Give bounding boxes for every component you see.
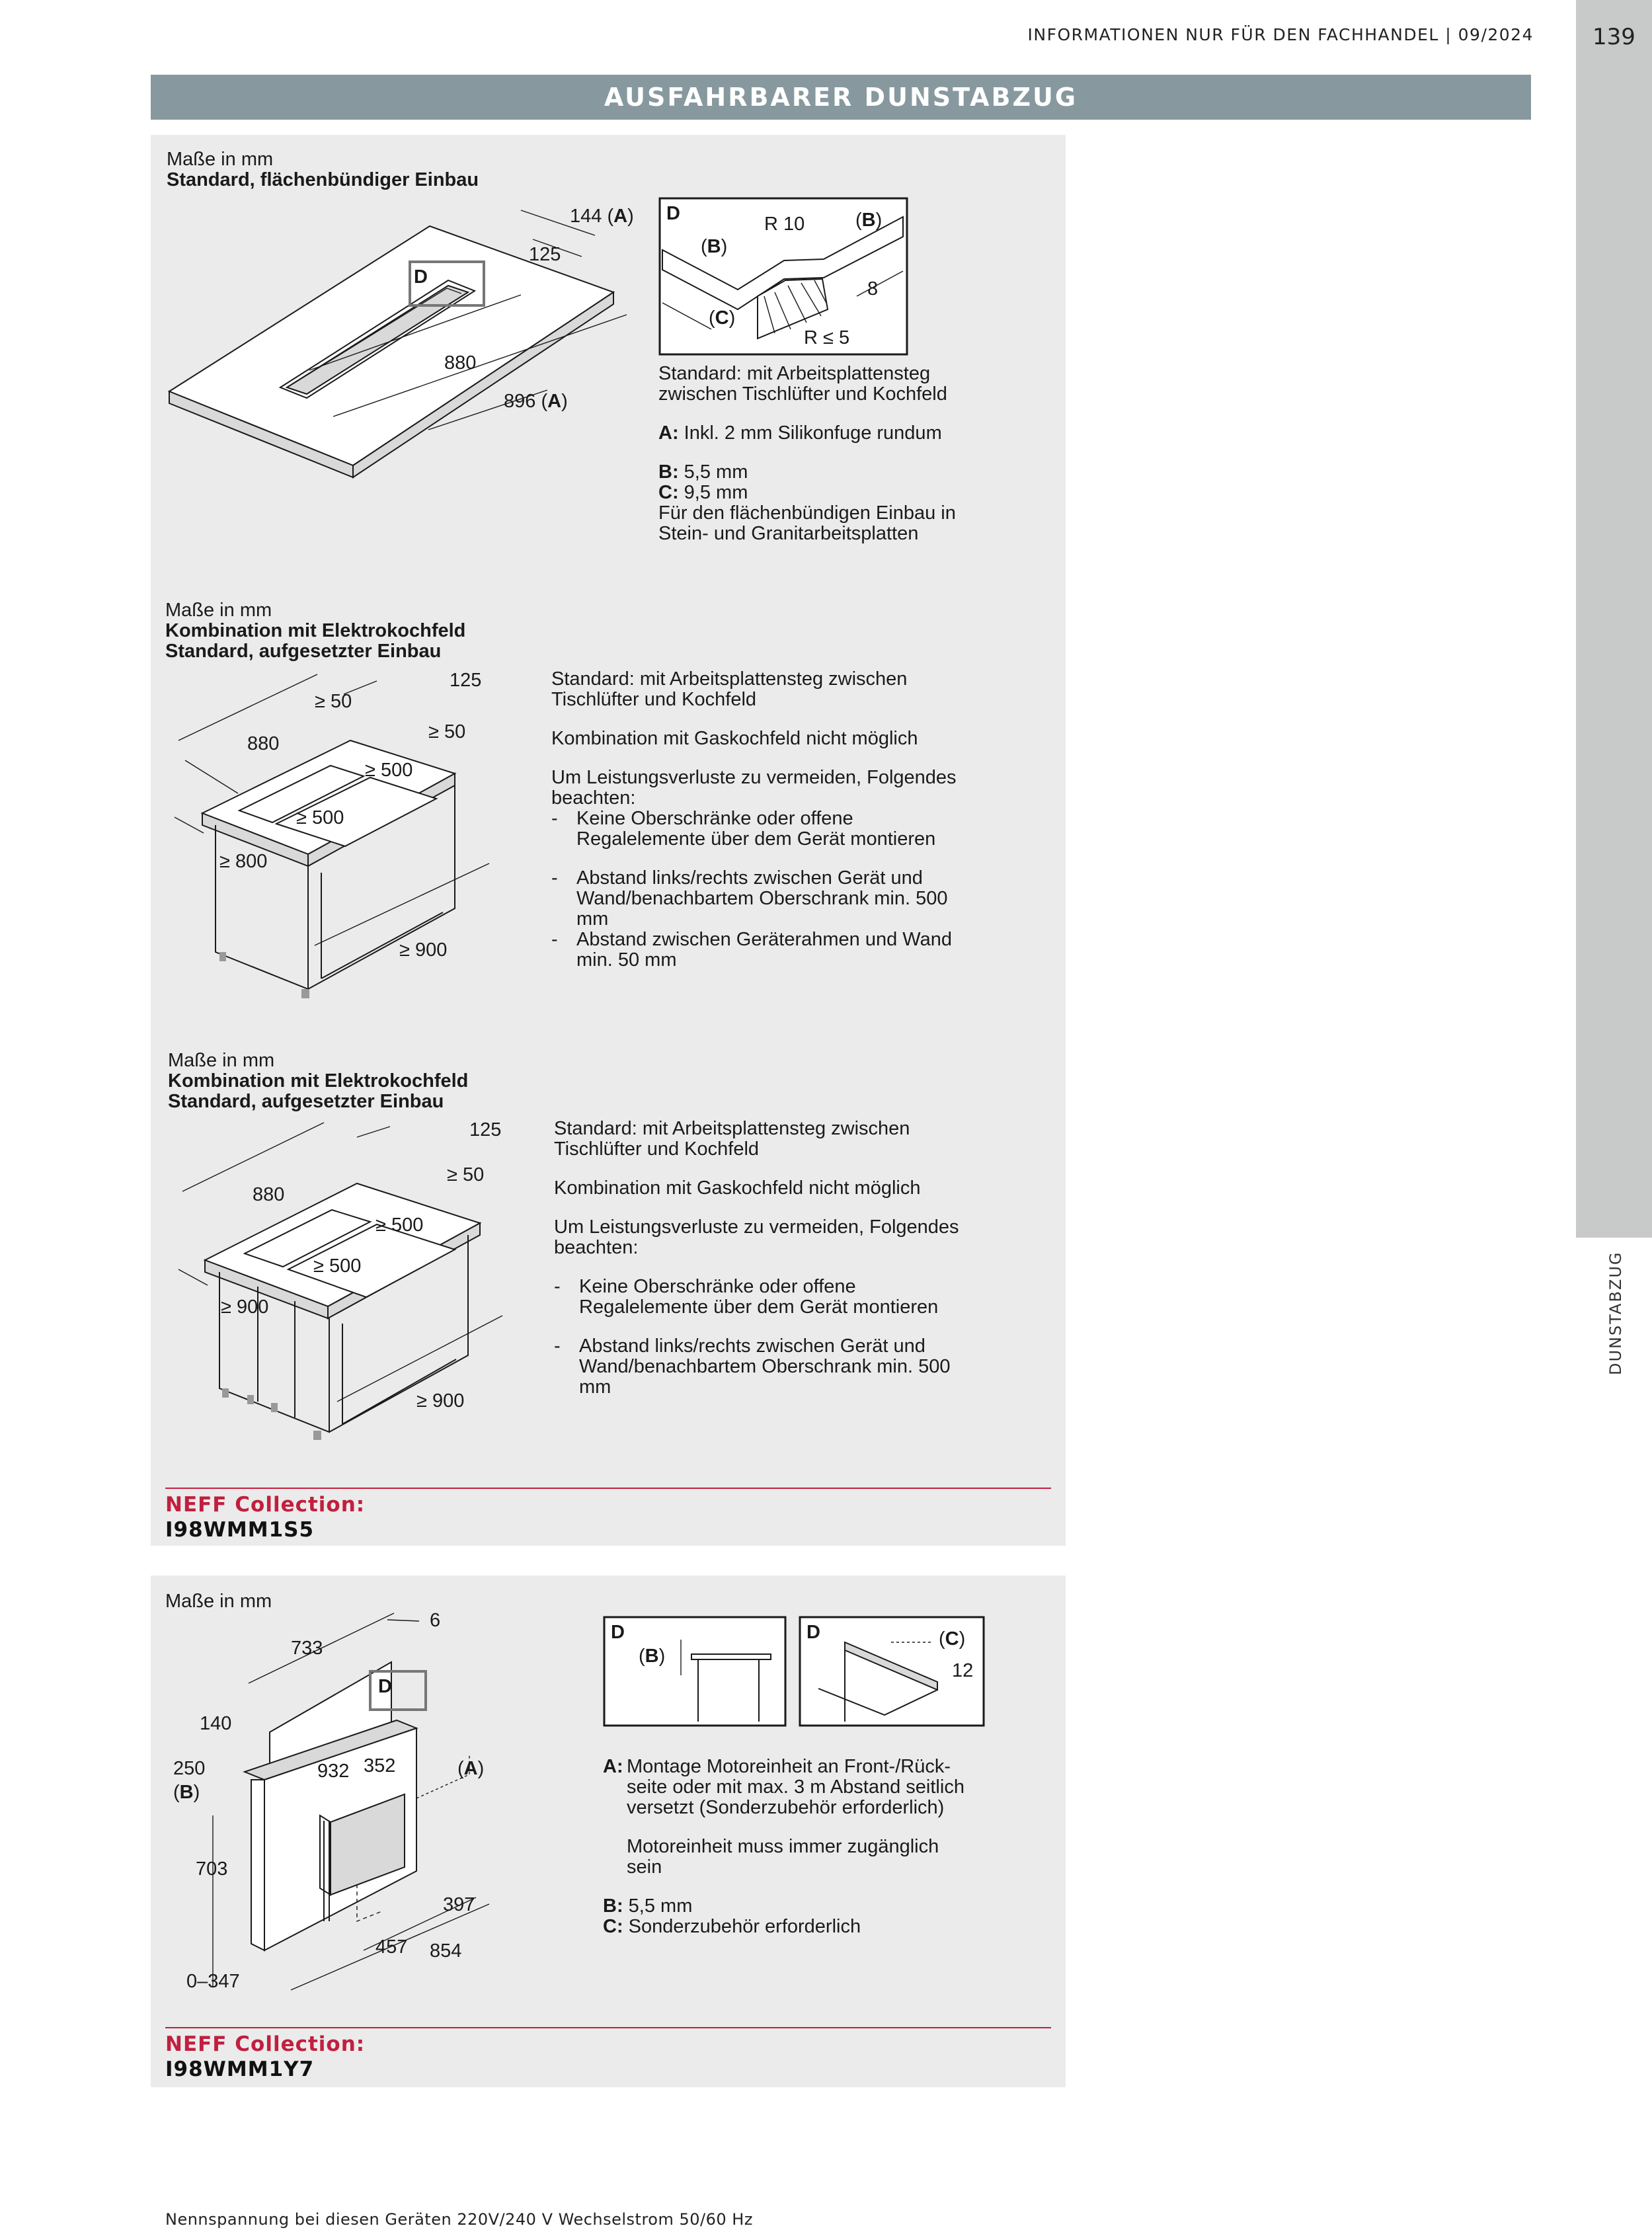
foot-1 bbox=[222, 1388, 229, 1398]
dim-125-line bbox=[357, 1127, 390, 1137]
s4-dim-733: 733 bbox=[291, 1638, 323, 1659]
s3-dim-880: 880 bbox=[253, 1184, 285, 1205]
s2-p1l1: Standard: mit Arbeitsplattensteg zwischen bbox=[551, 668, 908, 690]
dim-ext bbox=[185, 760, 238, 793]
s2-dim-ge50a: ≥ 50 bbox=[315, 691, 352, 712]
foot-4 bbox=[313, 1431, 321, 1440]
page-title: AUSFAHRBARER DUNSTABZUG bbox=[151, 75, 1531, 120]
section1-note-line1: Standard: mit Arbeitsplattensteg bbox=[658, 363, 931, 384]
collection1-rule bbox=[165, 1488, 1051, 1489]
side-tab-label-wrap bbox=[1598, 1230, 1633, 1375]
detail-label-b-left: (B) bbox=[701, 236, 728, 257]
collection1-model: I98WMM1S5 bbox=[165, 1518, 315, 1542]
s2-p3l1: Um Leistungsverluste zu vermeiden, Folgendes bbox=[551, 767, 957, 788]
detail-d-unit-1 bbox=[603, 1616, 788, 1728]
foot-2 bbox=[247, 1395, 254, 1404]
s2-dim-125: 125 bbox=[450, 670, 482, 691]
s4-dim-932: 932 bbox=[317, 1761, 350, 1782]
s2-dim-ge800: ≥ 800 bbox=[219, 851, 268, 872]
cabinet-foot-1 bbox=[219, 952, 226, 961]
section4-notes bbox=[603, 1757, 964, 1937]
s3-dim-ge50: ≥ 50 bbox=[447, 1164, 485, 1185]
detail1-cover bbox=[691, 1654, 771, 1659]
dim-900-line bbox=[315, 863, 489, 945]
page-number: 139 bbox=[1593, 24, 1635, 50]
s4-dim-a: (A) bbox=[457, 1758, 485, 1779]
section3-caption-units: Maße in mm bbox=[168, 1050, 275, 1071]
drawing-downdraft-unit bbox=[159, 1607, 529, 1997]
dim-896-key: A bbox=[547, 391, 562, 412]
detail2-label-12: 12 bbox=[952, 1660, 974, 1681]
s2-dim-ge500b: ≥ 500 bbox=[296, 807, 344, 828]
s3-dim-125: 125 bbox=[469, 1119, 502, 1140]
s4-note-c: C: Sonderzubehör erforderlich bbox=[603, 1916, 861, 1937]
detail1-frame bbox=[604, 1617, 785, 1726]
s2-dim-ge50b: ≥ 50 bbox=[428, 721, 466, 742]
s4-dim-6: 6 bbox=[430, 1610, 441, 1631]
detail-label-r5: R ≤ 5 bbox=[804, 327, 850, 348]
dim-900a-line bbox=[178, 1269, 208, 1285]
dim-800-line bbox=[175, 817, 204, 833]
dim-144-value: 144 ( bbox=[570, 206, 614, 227]
detail-label-b-right: (B) bbox=[855, 210, 883, 231]
section1-note-line5: Für den flächenbündigen Einbau in bbox=[658, 502, 956, 524]
s4-note-b: B: 5,5 mm bbox=[603, 1895, 693, 1917]
section1-note-line6: Stein- und Granitarbeitsplatten bbox=[658, 523, 919, 544]
dim-6-line bbox=[387, 1620, 419, 1621]
detail1-label-d: D bbox=[611, 1622, 625, 1643]
section1-note-c: C: 9,5 mm bbox=[658, 482, 748, 503]
section4-caption-units: Maße in mm bbox=[165, 1591, 272, 1612]
s4-dim-352: 352 bbox=[364, 1755, 396, 1776]
s4-dim-140: 140 bbox=[200, 1713, 232, 1734]
header-info: INFORMATIONEN NUR FÜR DEN FACHHANDEL | 09/2024 bbox=[1027, 25, 1534, 44]
dim-896-label bbox=[504, 391, 568, 412]
s2-p2: Kombination mit Gaskochfeld nicht möglich bbox=[551, 728, 918, 749]
detail-label-d: D bbox=[666, 203, 680, 224]
dim-144-close: ) bbox=[627, 206, 634, 227]
s3-dim-ge900b: ≥ 900 bbox=[416, 1390, 465, 1412]
detail-d-flush bbox=[658, 197, 910, 357]
s4-dim-854: 854 bbox=[430, 1940, 462, 1962]
dim-896-value: 896 ( bbox=[504, 391, 548, 412]
drawing-combination-800 bbox=[159, 668, 529, 998]
section2-caption-units: Maße in mm bbox=[165, 600, 272, 621]
s4-dim-703: 703 bbox=[196, 1858, 228, 1880]
s2-dim-880: 880 bbox=[247, 733, 280, 754]
detail2-label-d: D bbox=[806, 1622, 820, 1643]
section3-notes bbox=[554, 1119, 959, 1398]
section3-caption-title: Kombination mit Elektrokochfeld bbox=[168, 1070, 469, 1092]
drawing-combination-900 bbox=[159, 1117, 529, 1448]
s4-note-motor: Motoreinheit muss immer zugänglich sein bbox=[627, 1836, 939, 1878]
collection1-label: NEFF Collection: bbox=[165, 1493, 366, 1517]
s3-p2: Kombination mit Gaskochfeld nicht möglich bbox=[554, 1177, 921, 1199]
section1-notes bbox=[658, 364, 956, 544]
s2-dim-ge500a: ≥ 500 bbox=[365, 760, 413, 781]
dim-880-line bbox=[182, 1123, 324, 1191]
dim-144-label bbox=[570, 206, 634, 227]
section2-caption-title: Kombination mit Elektrokochfeld bbox=[165, 620, 466, 641]
detail-label-r10: R 10 bbox=[764, 214, 805, 235]
section1-note-line2: zwischen Tischlüfter und Kochfeld bbox=[658, 383, 947, 405]
detail-d-unit-2 bbox=[799, 1616, 986, 1728]
s4-dim-397: 397 bbox=[443, 1894, 475, 1915]
s4-dim-250: 250 bbox=[173, 1758, 206, 1779]
s4-box-d: D bbox=[378, 1676, 392, 1697]
s3-p3l1: Um Leistungsverluste zu vermeiden, Folgendes bbox=[554, 1216, 959, 1238]
section1-caption-units: Maße in mm bbox=[167, 149, 274, 170]
s2-p1l2: Tischlüfter und Kochfeld bbox=[551, 689, 757, 710]
section3-caption-sub: Standard, aufgesetzter Einbau bbox=[168, 1091, 444, 1112]
detail-marker-label: D bbox=[414, 266, 428, 288]
s2-dim-ge900: ≥ 900 bbox=[399, 939, 448, 961]
footer-note: Nennspannung bei diesen Geräten 220V/240 V Wechselstrom 50/60 Hz bbox=[165, 2210, 753, 2229]
section1-note-b: B: 5,5 mm bbox=[658, 461, 748, 483]
collection2-rule bbox=[165, 2027, 1051, 2028]
dim-125-label: 125 bbox=[529, 244, 561, 265]
collection2-model: I98WMM1Y7 bbox=[165, 2057, 315, 2081]
s3-dim-ge500b: ≥ 500 bbox=[313, 1255, 362, 1277]
dim-900b-line bbox=[337, 1316, 502, 1402]
s3-dim-ge500a: ≥ 500 bbox=[375, 1215, 424, 1236]
section1-note-a: A: Inkl. 2 mm Silikonfuge rundum bbox=[658, 422, 942, 444]
dim-144-key: A bbox=[613, 206, 628, 227]
s3-bullet1: - Keine Oberschränke oder offene Regalelemente über dem Gerät montieren bbox=[554, 1276, 939, 1318]
s3-p3l2: beachten: bbox=[554, 1237, 639, 1258]
detail2-label-c: (C) bbox=[939, 1628, 966, 1650]
foot-3 bbox=[271, 1403, 278, 1412]
s2-p3l2: beachten: bbox=[551, 787, 636, 809]
s2-bullet1: - Keine Oberschränke oder offene Regalelemente über dem Gerät montieren bbox=[551, 808, 936, 850]
section2-notes bbox=[551, 669, 957, 971]
dim-896-close: ) bbox=[561, 391, 568, 412]
side-tab-label: DUNSTABZUG bbox=[1606, 1251, 1625, 1375]
cabinet-foot-2 bbox=[301, 989, 309, 998]
detail-label-c: (C) bbox=[709, 307, 736, 329]
s4-dim-b: (B) bbox=[173, 1782, 200, 1803]
dim-880-label: 880 bbox=[444, 352, 477, 374]
s3-bullet2: - Abstand links/rechts zwischen Gerät und Wand/benachbartem Oberschrank min. 500 mm bbox=[554, 1335, 951, 1398]
s3-p1l1: Standard: mit Arbeitsplattensteg zwischen bbox=[554, 1118, 910, 1139]
drawing-flush-mount bbox=[151, 192, 653, 496]
s2-bullet3: - Abstand zwischen Geräterahmen und Wand min. 50 mm bbox=[551, 929, 952, 971]
s4-note-a: A: Montage Motoreinheit an Front-/Rück- seite oder mit max. 3 m Abstand seitlich versetzt (Sonderzubehör erforderlich) bbox=[603, 1756, 964, 1818]
s4-dim-457: 457 bbox=[375, 1936, 408, 1958]
dim-880-line bbox=[178, 674, 317, 740]
section1-caption-title: Standard, flächenbündiger Einbau bbox=[167, 169, 479, 190]
s3-p1l2: Tischlüfter und Kochfeld bbox=[554, 1138, 760, 1160]
s3-dim-ge900a: ≥ 900 bbox=[221, 1296, 269, 1318]
s2-bullet2: - Abstand links/rechts zwischen Gerät und Wand/benachbartem Oberschrank min. 500 mm bbox=[551, 867, 948, 930]
cabinet-front-edge bbox=[251, 1780, 264, 1950]
detail1-label-b: (B) bbox=[639, 1646, 666, 1667]
s4-dim-0347: 0–347 bbox=[186, 1971, 240, 1992]
side-tab bbox=[1576, 0, 1652, 1238]
detail-label-8: 8 bbox=[867, 278, 879, 299]
section2-caption-sub: Standard, aufgesetzter Einbau bbox=[165, 641, 442, 662]
collection2-label: NEFF Collection: bbox=[165, 2032, 366, 2056]
